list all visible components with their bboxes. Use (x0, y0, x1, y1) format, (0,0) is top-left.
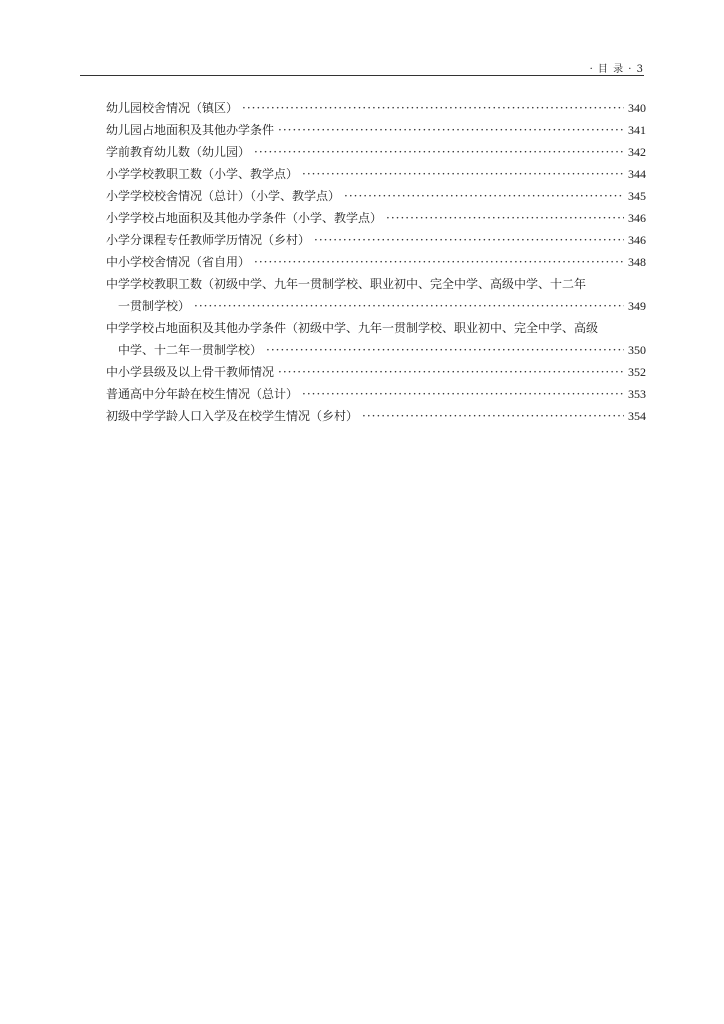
toc-entry-title: 小学学校校舍情况（总计）（小学、教学点） (106, 189, 341, 203)
toc-entry[interactable] (106, 273, 646, 317)
toc-entry-title: 幼儿园占地面积及其他办学条件 (106, 123, 275, 137)
dot-leader (386, 207, 624, 229)
toc-entry[interactable] (106, 383, 646, 405)
toc-page-number: 342 (628, 145, 646, 159)
dot-leader (362, 405, 624, 427)
toc-entry-title: 中学学校占地面积及其他办学条件（初级中学、九年一贯制学校、职业初中、完全中学、高级 (106, 321, 599, 335)
dot-leader (278, 119, 624, 141)
toc-page-number: 348 (628, 255, 646, 269)
toc-entry-title-continued: 中学、十二年一贯制学校） (118, 343, 263, 357)
dot-leader (242, 97, 624, 119)
toc-entry[interactable] (106, 405, 646, 427)
toc-page-number: 350 (628, 343, 646, 357)
toc-entry-title-continued: 一贯制学校） (118, 299, 191, 313)
toc-page-number: 346 (628, 211, 646, 225)
toc-entry-title: 小学分课程专任教师学历情况（乡村） (106, 233, 311, 247)
toc-page-number: 353 (628, 387, 646, 401)
dot-leader (314, 229, 624, 251)
table-of-contents (106, 97, 646, 427)
dot-leader (254, 251, 624, 273)
toc-entry[interactable] (106, 229, 646, 251)
toc-entry-title: 初级中学学龄人口入学及在校学生情况（乡村） (106, 409, 359, 423)
dot-leader (344, 185, 624, 207)
toc-entry[interactable] (106, 317, 646, 361)
header-rule (80, 75, 644, 76)
toc-page-number: 352 (628, 365, 646, 379)
toc-entry[interactable] (106, 163, 646, 185)
toc-entry-title: 学前教育幼儿数（幼儿园） (106, 145, 251, 159)
dot-leader (302, 383, 624, 405)
dot-leader (194, 295, 624, 317)
toc-entry-title: 小学学校占地面积及其他办学条件（小学、教学点） (106, 211, 383, 225)
dot-leader (254, 141, 624, 163)
toc-page-number: 344 (628, 167, 646, 181)
toc-entry[interactable] (106, 97, 646, 119)
toc-entry[interactable] (106, 251, 646, 273)
toc-entry-title: 幼儿园校舍情况（镇区） (106, 101, 239, 115)
running-header: · 目 录 · 3 (589, 64, 644, 75)
toc-page-number: 349 (628, 299, 646, 313)
toc-page-number: 354 (628, 409, 646, 423)
toc-entry[interactable] (106, 119, 646, 141)
toc-page-number: 340 (628, 101, 646, 115)
dot-leader (266, 339, 624, 361)
toc-entry-title: 小学学校教职工数（小学、教学点） (106, 167, 299, 181)
dot-leader (302, 163, 624, 185)
toc-entry[interactable] (106, 185, 646, 207)
toc-entry[interactable] (106, 361, 646, 383)
dot-leader (278, 361, 624, 383)
toc-page-number: 345 (628, 189, 646, 203)
toc-page-number: 341 (628, 123, 646, 137)
toc-entry[interactable] (106, 207, 646, 229)
toc-entry[interactable] (106, 141, 646, 163)
toc-entry-title: 中小学县级及以上骨干教师情况 (106, 365, 275, 379)
toc-entry-title: 普通高中分年龄在校生情况（总计） (106, 387, 299, 401)
toc-entry-title: 中小学校舍情况（省自用） (106, 255, 251, 269)
toc-page-number: 346 (628, 233, 646, 247)
toc-entry-title: 中学学校教职工数（初级中学、九年一贯制学校、职业初中、完全中学、高级中学、十二年 (106, 277, 587, 291)
